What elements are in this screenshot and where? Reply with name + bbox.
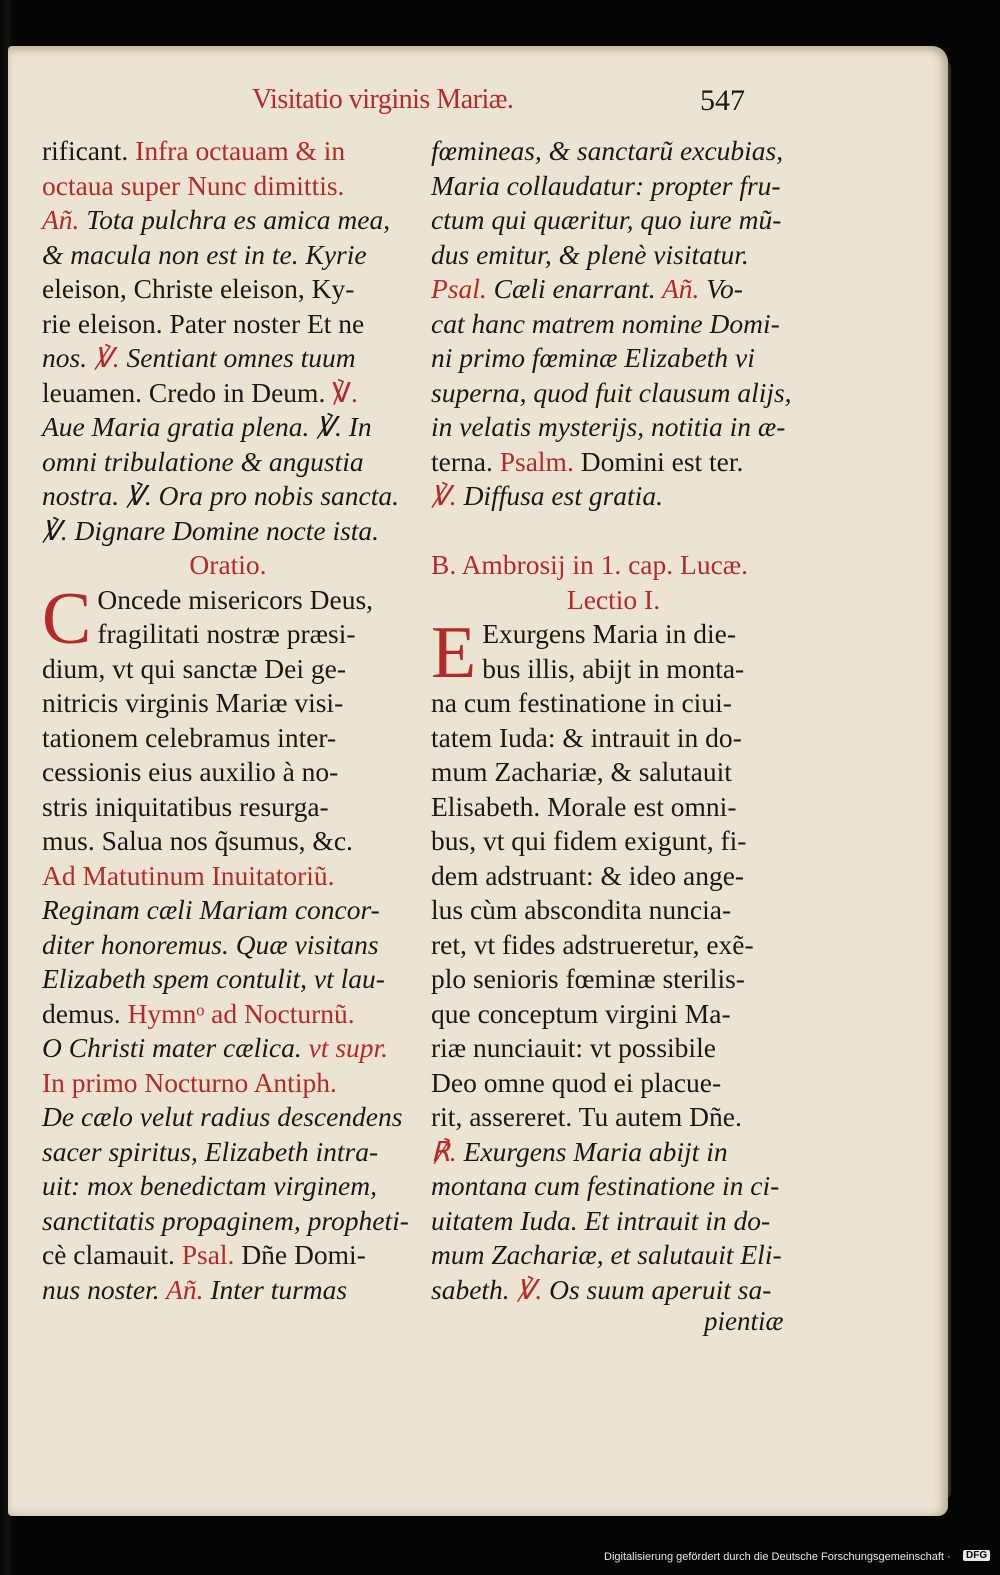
text-line: & macula non est in te. Kyrie	[42, 238, 367, 270]
text-line: fœmineas, & sanctarũ excubias,	[431, 135, 784, 166]
text-line: dus emitur, & plenè visitatur.	[431, 238, 749, 270]
text-line: cat hanc matrem nomine Domi-	[431, 307, 780, 339]
text-line: Ad Matutinum Inuitatoriũ.	[42, 859, 335, 891]
text-line: Añ. Tota pulchra es amica mea,	[42, 204, 391, 235]
text-line: lus cùm abscondita nuncia-	[431, 894, 732, 925]
text-line: mus. Salua nos q̃sumus, &c.	[42, 825, 353, 856]
text-line: in velatis mysterijs, notitia in æ-	[431, 411, 786, 442]
left-text-block-1	[42, 134, 414, 583]
text-line: tatem Iuda: & intrauit in do-	[431, 721, 742, 753]
text-line: In primo Nocturno Antiph.	[42, 1066, 337, 1098]
text-line: tationem celebramus inter-	[42, 721, 337, 753]
text-line: demus. Hymnᵒ ad Nocturnũ.	[42, 997, 355, 1029]
text-line: omni tribulatione & angustia	[42, 445, 364, 477]
text-line: rificant. Infra octauam & in	[42, 135, 346, 166]
text-line: De cælo velut radius descendens	[42, 1101, 403, 1132]
text-line: Exurgens Maria in die-	[482, 618, 737, 649]
text-line: Maria collaudatur: propter fru-	[431, 169, 781, 201]
prayer-lines	[42, 577, 414, 859]
text-line: Lectio I.	[566, 583, 661, 615]
text-line: diter honoremus. Quæ visitans	[42, 928, 379, 960]
text-line: cè clamauit. Psal. Dñe Domi-	[42, 1239, 366, 1270]
text-line	[431, 514, 796, 549]
text-line: na cum festinatione in ciui-	[431, 687, 732, 718]
text-line: uit: mox benedictam virginem,	[42, 1170, 377, 1201]
text-line: Reginam cæli Mariam concor-	[42, 894, 380, 925]
text-line: octaua super Nunc dimittis.	[42, 169, 345, 201]
text-line: sanctitatis propaginem, propheti-	[42, 1204, 409, 1236]
text-line: nostra. ℣. Ora pro nobis sancta.	[42, 480, 399, 511]
funding-credit: Digitalisierung gefördert durch die Deutsche Forschungsgemeinschaft ·	[604, 1551, 951, 1563]
text-line: Aue Maria gratia plena. ℣. In	[42, 411, 372, 442]
right-text-block-2	[431, 1135, 796, 1308]
right-column	[431, 134, 796, 1307]
text-line: Elizabeth spem contulit, vt lau-	[42, 963, 385, 994]
text-line: bus, vt qui fidem exigunt, fi-	[431, 825, 747, 856]
text-line: que conceptum virgini Ma-	[431, 997, 731, 1029]
text-line: dem adstruant: & ideo ange-	[431, 859, 745, 891]
text-line: ret, vt fides adstrueretur, exẽ-	[431, 928, 754, 960]
text-line: Elisabeth. Morale est omni-	[431, 790, 737, 822]
drop-cap-e: E	[431, 612, 477, 694]
text-line: mum Zachariæ, et salutauit Eli-	[431, 1239, 782, 1270]
text-line: nitricis virginis Mariæ visi-	[42, 687, 344, 718]
text-line: plo senioris fœminæ sterilis-	[431, 963, 745, 994]
text-line: Deo omne quod ei placue-	[431, 1066, 722, 1098]
text-line: ni primo fœminæ Elizabeth vi	[431, 342, 755, 373]
lectio-lines	[431, 612, 796, 1135]
text-line: stris iniquitatibus resurga-	[42, 790, 329, 822]
text-line: rit, assereret. Tu autem Dñe.	[431, 1101, 742, 1132]
text-line: rie eleison. Pater noster Et ne	[42, 307, 365, 339]
text-line: fragilitati nostræ præsi-	[97, 618, 356, 649]
dfg-logo: DFG	[963, 1550, 990, 1561]
left-column	[42, 134, 414, 1307]
left-text-block-2	[42, 859, 414, 1308]
text-line: nus noster. Añ. Inter turmas	[42, 1273, 348, 1305]
text-line: leuamen. Credo in Deum. ℣.	[42, 376, 358, 408]
right-text-block-1	[431, 134, 796, 617]
text-line: B. Ambrosij in 1. cap. Lucæ.	[431, 549, 748, 580]
text-line: uitatem Iuda. Et intrauit in do-	[431, 1204, 771, 1236]
text-line: sacer spiritus, Elizabeth intra-	[42, 1135, 379, 1167]
text-line: superna, quod fuit clausum alijs,	[431, 376, 792, 408]
oratio-prayer	[42, 577, 414, 859]
text-line: Oncede misericors Deus,	[97, 583, 374, 615]
page-number: 547	[700, 84, 745, 117]
text-line: bus illis, abijt in monta-	[482, 652, 745, 684]
running-title: Visitatio virginis Mariæ.	[252, 84, 514, 115]
text-line: ℣. Diffusa est gratia.	[431, 480, 663, 511]
text-line: riæ nunciauit: vt possibile	[431, 1032, 716, 1063]
text-line: ctum qui quæritur, quo iure mũ-	[431, 204, 782, 235]
text-line: mum Zachariæ, & salutauit	[431, 756, 732, 787]
text-line: cessionis eius auxilio à no-	[42, 756, 339, 787]
text-line: dium, vt qui sanctæ Dei ge-	[42, 652, 346, 684]
text-line: Psal. Cæli enarrant. Añ. Vo-	[431, 273, 743, 304]
drop-cap-c: C	[42, 577, 92, 660]
text-line: Oratio.	[189, 549, 267, 580]
text-line: montana cum festinatione in ci-	[431, 1170, 780, 1201]
text-line: ℟. Exurgens Maria abijt in	[431, 1135, 728, 1167]
lectio-text	[431, 612, 796, 1135]
text-line: eleison, Christe eleison, Ky-	[42, 273, 355, 304]
catchword: pientiæ	[704, 1306, 784, 1336]
text-line: O Christi mater cælica. vt supr.	[42, 1032, 389, 1063]
text-line: sabeth. ℣. Os suum aperuit sa-	[431, 1273, 772, 1305]
text-line: nos. ℣. Sentiant omnes tuum	[42, 342, 356, 373]
text-line: ℣. Dignare Domine nocte ista.	[42, 514, 380, 546]
text-line: terna. Psalm. Domini est ter.	[431, 445, 744, 477]
